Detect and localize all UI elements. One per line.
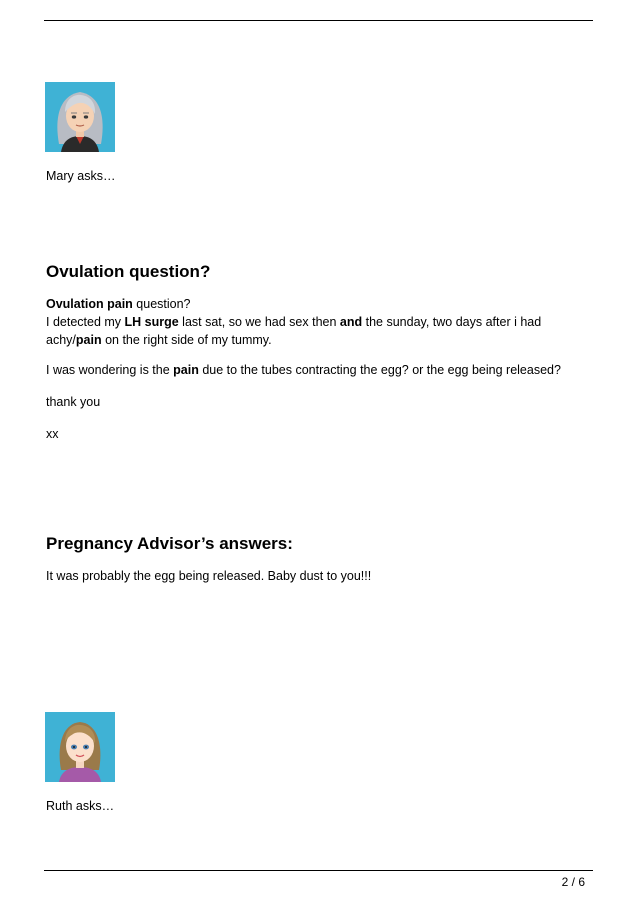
footer-rule xyxy=(44,870,593,871)
text-span: question? xyxy=(132,297,191,311)
text-span: I detected my xyxy=(46,315,125,329)
text-span: due to the tubes contracting the egg? or the egg being released? xyxy=(198,363,561,377)
text-span: I was wondering is the xyxy=(46,363,174,377)
question-line-4 xyxy=(46,361,561,379)
answer-title: Pregnancy Advisor’s answers: xyxy=(46,534,293,553)
question-line-1 xyxy=(46,295,191,313)
text-span: the sunday, two days after i had xyxy=(362,315,542,329)
question-sign: xx xyxy=(46,427,59,441)
asker-name-mary: Mary asks… xyxy=(46,169,116,183)
question-line-2 xyxy=(46,313,541,331)
text-span: achy/ xyxy=(46,333,76,347)
answer-text: It was probably the egg being released. Baby dust to you!!! xyxy=(46,569,372,583)
bold-term: pain xyxy=(75,333,102,347)
text-span: last sat, so we had sex then xyxy=(178,315,340,329)
bold-term: LH surge xyxy=(124,315,179,329)
bold-term: Ovulation pain xyxy=(46,297,133,311)
page-number: 2 / 6 xyxy=(561,875,585,889)
bold-term: pain xyxy=(173,363,199,377)
avatar-gray-haired-woman-icon xyxy=(45,82,115,152)
header-rule xyxy=(44,20,593,21)
question-line-3 xyxy=(46,331,272,349)
bold-term: and xyxy=(339,315,363,329)
question-thanks: thank you xyxy=(46,395,101,409)
text-span: on the right side of my tummy. xyxy=(101,333,272,347)
avatar-young-woman-icon xyxy=(45,712,115,782)
question-title: Ovulation question? xyxy=(46,262,211,281)
asker-name-ruth: Ruth asks… xyxy=(46,799,115,813)
